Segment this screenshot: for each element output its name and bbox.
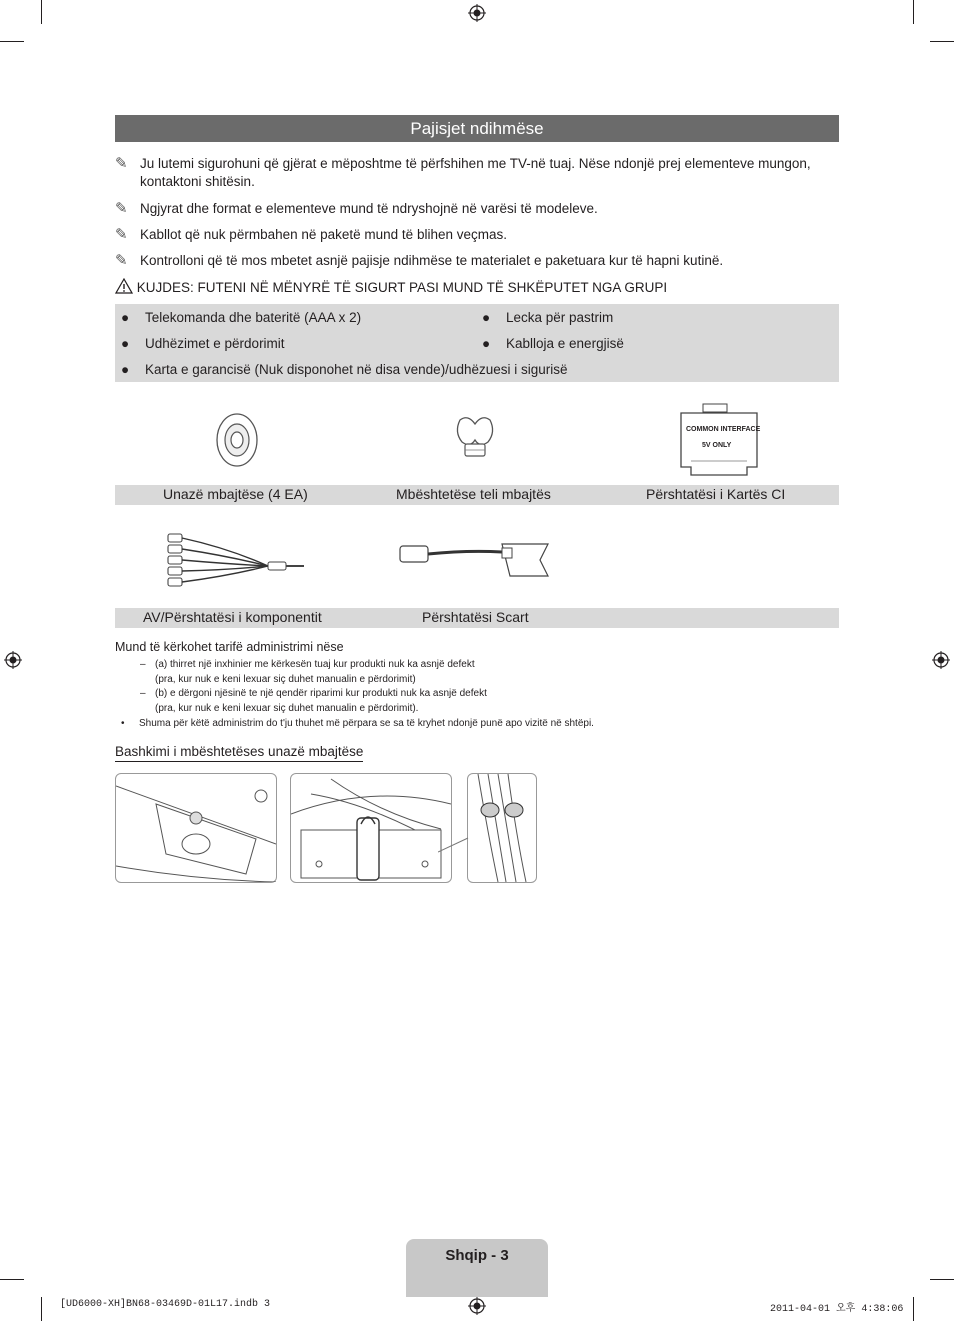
ci-card-adapter-image [677, 403, 761, 477]
fee-item: (pra, kur nuk e keni lexuar siç duhet manualin e përdorimit) [155, 674, 416, 685]
note-item: ✎ Ngjyrat dhe format e elementeve mund të ndryshojnë në varësi të modeleve. [115, 200, 598, 217]
av-component-adapter-image [158, 528, 306, 590]
page-number: Shqip - 3 [445, 1247, 509, 1264]
page-number-tab [406, 1239, 548, 1297]
caution-line [115, 278, 667, 295]
assembly-figure-1 [115, 773, 277, 883]
accessory-label: Përshtatësi Scart [422, 609, 529, 625]
holder-ring-image [214, 412, 260, 468]
ci-card-label: COMMON INTERFACE [686, 426, 761, 433]
accessory-label: Mbështetëse teli mbajtës [396, 486, 551, 502]
scart-adapter-image [398, 538, 554, 582]
wire-holder-image [452, 412, 498, 462]
fee-note: Shuma për këtë administrim do t'ju thuhet më përpara se sa të kryhet ndonjë punë apo vizitë në shtëpi. [139, 718, 594, 729]
crop-mark [913, 0, 914, 24]
fee-item: (b) e dërgoni njësinë te një qendër riparimi kur produkti nuk ka asnjë defekt [155, 688, 487, 699]
footer-file: [UD6000-XH]BN68-03469D-01L17.indb 3 [60, 1299, 271, 1310]
pencil-icon: ✎ [115, 155, 128, 172]
crop-mark [41, 0, 42, 24]
accessory-label: Unazë mbajtëse (4 EA) [163, 486, 308, 502]
cable-bundle-illustration [468, 774, 536, 882]
accessory-label: Përshtatësi i Kartës CI [646, 486, 786, 502]
note-item: ✎ Kabllot që nuk përmbahen në paketë mund të blihen veçmas. [115, 226, 507, 243]
section-title: Pajisjet ndihmëse [115, 115, 839, 142]
pencil-icon: ✎ [115, 200, 128, 217]
note-item: ✎ Kontrolloni që të mos mbetet asnjë pajisje ndihmëse te materialet e paketuara kur të hapni kutinë. [115, 252, 724, 269]
accessory-label: AV/Përshtatësi i komponentit [143, 609, 322, 625]
tv-back-illustration [116, 774, 276, 882]
fee-item: (a) thirret një inxhinier me kërkesën tuaj kur produkti nuk ka asnjë defekt [155, 659, 475, 670]
crop-mark [930, 1279, 954, 1280]
crop-mark [0, 41, 24, 42]
accessory-captions [115, 608, 839, 628]
registration-mark-icon [4, 651, 22, 669]
assembly-figure-3 [467, 773, 537, 883]
pencil-icon: ✎ [115, 226, 128, 243]
assembly-heading: Bashkimi i mbështetëses unazë mbajtëse [115, 744, 363, 762]
fee-dash: – [140, 659, 146, 670]
callout-line [438, 820, 470, 860]
crop-mark [913, 1297, 914, 1321]
assembly-figure-2 [290, 773, 452, 883]
crop-mark [0, 1279, 24, 1280]
cable-holder-illustration [291, 774, 451, 882]
warning-icon [115, 278, 133, 294]
ci-card-label: 5V ONLY [702, 442, 732, 449]
crop-mark [41, 1297, 42, 1321]
fee-dash: – [140, 688, 146, 699]
note-item: ✎ Ju lutemi sigurohuni që gjërat e mëposhtme të përfshihen me TV-në tuaj. Nëse ndonjë prej elementeve mungon, kontaktoni shitësin. [115, 155, 811, 189]
footer-date: 2011-04-01 오후 4:38:06 [770, 1304, 904, 1315]
fee-bullet: • [121, 718, 125, 729]
registration-mark-icon [468, 4, 486, 22]
registration-mark-icon [468, 1297, 486, 1315]
fee-intro: Mund të kërkohet tarifë administrimi nëse [115, 640, 344, 654]
caution-text: KUJDES: FUTENI NË MËNYRË TË SIGURT PASI MUND TË SHKËPUTET NGA GRUPI [136, 280, 668, 295]
pencil-icon: ✎ [115, 252, 128, 269]
crop-mark [930, 41, 954, 42]
registration-mark-icon [932, 651, 950, 669]
accessory-captions [115, 485, 839, 505]
fee-item: (pra, kur nuk e keni lexuar siç duhet manualin e përdorimit). [155, 703, 419, 714]
